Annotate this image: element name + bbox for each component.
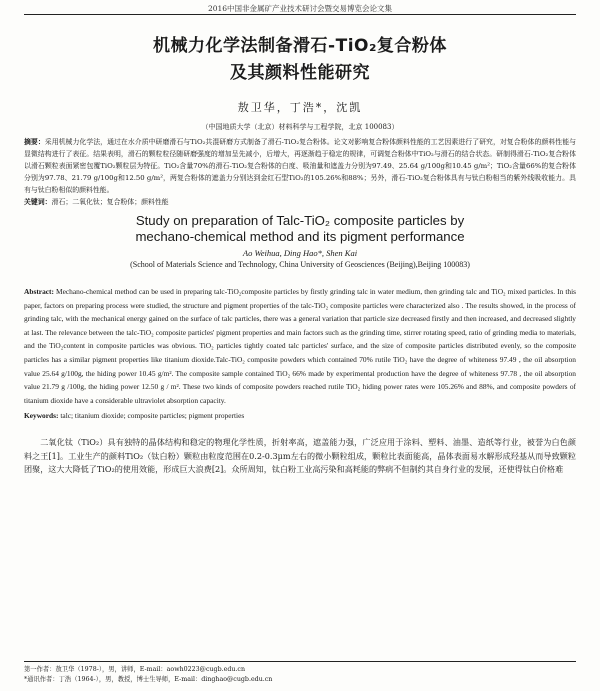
english-keywords bbox=[24, 409, 576, 422]
footnote-first-author: 第一作者：敖卫华（1978-），男，讲师，E-mail：aowh0223@cugb.edu.cn bbox=[24, 666, 245, 673]
footnote bbox=[24, 661, 576, 685]
english-abstract bbox=[24, 285, 576, 407]
chinese-keywords-text: 滑石；二氧化钛；复合粉体；颜料性能 bbox=[51, 198, 169, 206]
body-paragraph: 二氧化钛（TiO₂）具有独特的晶体结构和稳定的物理化学性质，折射率高，遮盖能力强，广泛应用于涂料、塑料、油墨、造纸等行业，被誉为白色颜料之王[1]。工业生产的颜料TiO₂（钛白粉）颗粒由粒度范围在0.2-0.3μm左右的微小颗粒组成，颗粒比表面能高，晶体表面易水解形成羟基从而导致颗粒团聚，这大大降低了TiO₂的使用效能，形成巨大浪费[2]。众所周知，钛白粉工业高污染和高耗能的弊病不但制约其自身行业的发展，还使得钛白价格难 bbox=[24, 437, 576, 474]
footnote-corresponding-author: *通讯作者：丁浩（1964-），男，教授，博士生导师，E-mail：dinghao@cugb.edu.cn bbox=[24, 676, 273, 683]
chinese-abstract-text: 采用机械力化学法，通过在水介质中研磨滑石与TiO₂共混研磨方式制备了滑石-TiO₂复合粉体。论文对影响复合粉体颜料性能的工艺因素进行了研究，对复合粉体的颜料性能与显微结构进行了表征。结果表明，滑石的颗粒粒径随研磨强度的增加呈先减小，后增大，再逐渐趋于稳定的规律，可调复合粉体中TiO₂与滑石的结合状态。研制得滑石-TiO₂复合粉体以滑石颗粒表面紧密包覆TiO₂颗粒层为特征。TiO₂含量70%的滑石-TiO₂复合粉体的白度、吸油量和遮盖力分别为97.49、25.64 g/100g和10.45 g/m²；TiO₂含量66%的复合粉体分别为97.78、21.79 g/100g和12.50 g/m²，两复合粉体的遮盖力分别达到金红石型TiO₂的105.26%和88%；另外，滑石-TiO₂复合粉体具有与钛白粉相当的紫外线吸收能力。具有与钛白粉相似的颜料性能。 bbox=[24, 138, 577, 194]
chinese-title bbox=[24, 33, 576, 87]
chinese-abstract bbox=[24, 136, 576, 196]
chinese-title-line1: 机械力化学法制备滑石-TiO₂复合粉体 bbox=[153, 36, 447, 56]
chinese-abstract-label: 摘要： bbox=[24, 138, 45, 146]
running-head: 2016中国非金属矿产业技术研讨会暨交易博览会论文集 bbox=[24, 0, 576, 15]
english-affiliation: (School of Materials Science and Technology, China University of Geosciences (Beijing),Beijing 100083) bbox=[130, 260, 470, 269]
chinese-affiliation: （中国地质大学（北京）材料科学与工程学院，北京 100083） bbox=[201, 123, 399, 131]
english-keywords-text: talc; titanium dioxide; composite particles; pigment properties bbox=[60, 411, 245, 421]
chinese-keywords-label: 关键词： bbox=[24, 198, 52, 206]
english-keywords-label: Keywords: bbox=[24, 411, 59, 421]
chinese-title-line2: 及其颜料性能研究 bbox=[230, 63, 370, 83]
english-abstract-label: Abstract: bbox=[24, 287, 54, 296]
chinese-keywords bbox=[24, 196, 576, 208]
english-title: Study on preparation of Talc-TiO₂ composite particles by mechano-chemical method and its pigment performance bbox=[135, 213, 465, 244]
chinese-authors: 敖卫华，丁浩*，沈凯 bbox=[237, 101, 363, 114]
english-abstract-text: Mechano-chemical method can be used in preparing talc-TiO₂composite particles by firstly grinding talc in water medium, then grinding talc and TiO₂ mixed particles. In this paper, factors on preparing process were studied, the structure and pigment properties of the talc-TiO₂ composite particles were characterized also . The results showed, in the process of grinding talc, with the mechanical energy gained on the surface of talc particles, there was a general variation that particle size decreased firstly and then increased, and decreased slightly at last. The relevance between the talc-TiO₂ composite particles' pigment properties and main factors such as the grinding time, stirrer rotating speed, ratio of grinding media to materials, and the TiO₂content in composite particles was obvious. TiO₂ particles tightly coated talc particles' surface, and the size of composite particles distributed evenly, so the composite particles has a similar pigment properties like titanium dioxide.Talc-TiO₂ composite powders which contained 70% rutile TiO₂ have the degree of whiteness 97.49 , the oil absorption value 25.64 g/100g, the hiding power 10.45 g/m². The composite sample contained TiO₂ 66% made by experimental production have the degree of whiteness 97.78 , the oil absorption value 21.79 g /100g, the hiding power 12.50 g / m². These two kinds of composite powders reached rutile TiO₂ hiding power rates were 105.26% and 88%, and composite powders of titanium dioxide have a considerable ultraviolet absorption capacity. bbox=[24, 287, 576, 405]
english-authors: Ao Weihua, Ding Hao*, Shen Kai bbox=[242, 248, 358, 258]
